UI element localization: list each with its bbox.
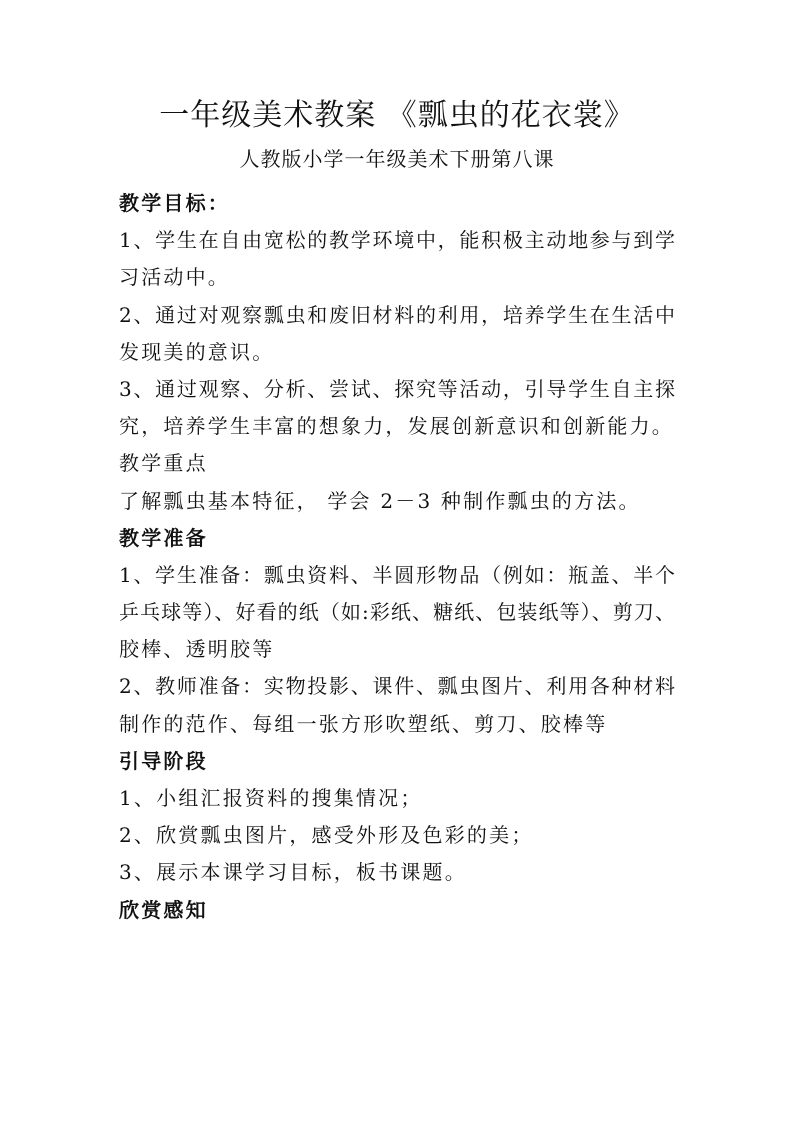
- document-title: 一年级美术教案 《瓢虫的花衣裳》: [159, 98, 635, 133]
- objective-3-line-1: 3、通过观察、分析、尝试、探究等活动，引导学生自主探: [119, 376, 675, 401]
- objective-2-line-2: 发现美的意识。: [119, 339, 275, 364]
- teacher-preparation-line-1: 2、教师准备：实物投影、课件、瓢虫图片、利用各种材料: [119, 674, 675, 699]
- guidance-step-2: 2、欣赏瓢虫图片，感受外形及色彩的美；: [119, 823, 534, 848]
- guidance-step-3: 3、展示本课学习目标，板书课题。: [119, 860, 467, 885]
- student-preparation-line-2: 乒乓球等）、好看的纸（如:彩纸、糖纸、包装纸等）、剪刀、: [119, 600, 675, 625]
- objective-1-line-1: 1、学生在自由宽松的教学环境中，能积极主动地参与到学: [119, 228, 675, 253]
- guidance-step-1: 1、小组汇报资料的搜集情况；: [119, 786, 423, 810]
- document-body: [119, 185, 675, 929]
- teacher-preparation-line-2: 制作的范作、每组一张方形吹塑纸、剪刀、胶棒等: [119, 711, 608, 736]
- section-heading-key-points: 教学重点: [119, 451, 208, 476]
- student-preparation-line-1: 1、学生准备：瓢虫资料、半圆形物品（例如：瓶盖、半个: [119, 562, 675, 587]
- objective-2-line-1: 2、通过对观察瓢虫和废旧材料的利用，培养学生在生活中: [119, 302, 675, 327]
- document-subtitle: 人教版小学一年级美术下册第八课: [239, 147, 555, 171]
- section-heading-guidance: 引导阶段: [119, 748, 208, 773]
- student-preparation-line-3: 胶棒、透明胶等: [119, 637, 275, 662]
- section-heading-objectives: 教学目标：: [119, 191, 230, 215]
- section-heading-preparation: 教学准备: [119, 525, 208, 550]
- section-heading-appreciation: 欣赏感知: [119, 897, 208, 922]
- key-points-text: 了解瓢虫基本特征， 学会 2－3 种制作瓢虫的方法。: [119, 488, 641, 513]
- objective-1-line-2: 习活动中。: [119, 265, 230, 290]
- objective-3-line-2: 究，培养学生丰富的想象力，发展创新意识和创新能力。: [119, 414, 674, 439]
